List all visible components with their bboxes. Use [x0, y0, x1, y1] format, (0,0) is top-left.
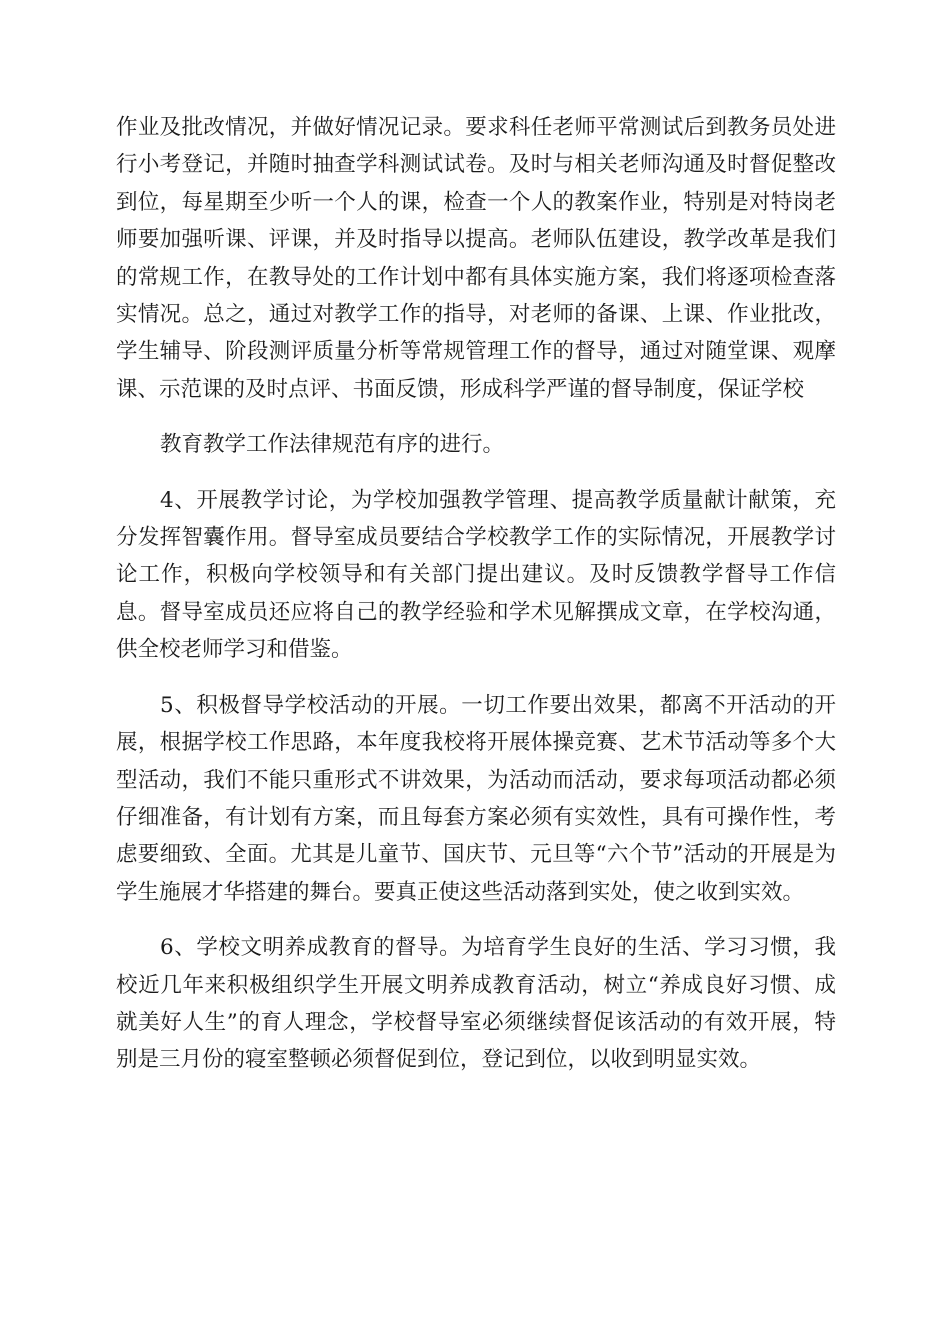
paragraph-item-5: 5、积极督导学校活动的开展。一切工作要出效果，都离不开活动的开展，根据学校工作思路，本年度我校将开展体操竞赛、艺术节活动等多个大型活动，我们不能只重形式不讲效果，为活动而活动，要求每项活动都必须仔细准备，有计划有方案，而且每套方案必须有实效性，具有可操作性，考虑要细致、全面。尤其是儿童节、国庆节、元旦等“六个节”活动的开展是为学生施展才华搭建的舞台。要真正使这些活动落到实处，使之收到实效。 — [116, 692, 836, 905]
paragraph-item-4: 4、开展教学讨论，为学校加强教学管理、提高教学质量献计献策，充分发挥智囊作用。督导室成员要结合学校教学工作的实际情况，开展教学讨论工作，积极向学校领导和有关部门提出建议。及时反馈教学督导工作信息。督导室成员还应将自己的教学经验和学术见解撰成文章，在学校沟通，供全校老师学习和借鉴。 — [116, 487, 836, 663]
paragraph-item-6: 6、学校文明养成教育的督导。为培育学生良好的生活、学习习惯，我校近几年来积极组织学生开展文明养成教育活动，树立“养成良好习惯、成就美好人生”的育人理念，学校督导室必须继续督促该活动的有效开展，特别是三月份的寝室整顿必须督促到位，登记到位，以收到明显实效。 — [116, 935, 836, 1073]
paragraph-closing-line: 教育教学工作法律规范有序的进行。 — [160, 432, 505, 458]
paragraph-continuation: 作业及批改情况，并做好情况记录。要求科任老师平常测试后到教务员处进行小考登记，并随时抽查学科测试试卷。及时与相关老师沟通及时督促整改到位，每星期至少听一个人的课，检查一个人的教案作业，特别是对特岗老师要加强听课、评课，并及时指导以提高。老师队伍建设，教学改革是我们的常规工作，在教导处的工作计划中都有具体实施方案，我们将逐项检查落实情况。总之，通过对教学工作的指导，对老师的备课、上课、作业批改，学生辅导、阶段测评质量分析等常规管理工作的督导，通过对随堂课、观摩课、示范课的及时点评、书面反馈，形成科学严谨的督导制度，保证学校 — [116, 115, 836, 402]
document-body — [116, 109, 836, 1079]
